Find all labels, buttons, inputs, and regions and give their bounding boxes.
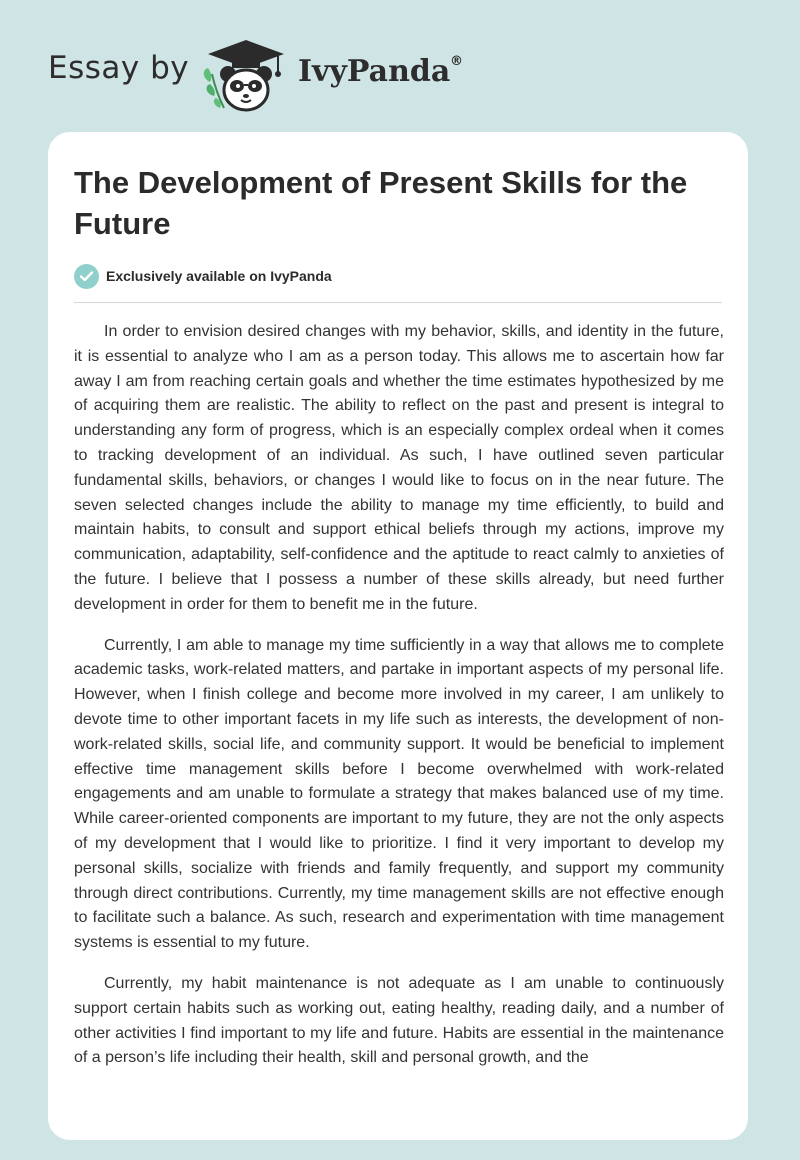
exclusive-badge-label: Exclusively available on IvyPanda <box>106 268 332 284</box>
divider <box>74 302 722 303</box>
checkmark-circle-icon <box>74 264 99 289</box>
ivypanda-logo[interactable] <box>198 34 468 114</box>
essay-card <box>48 132 748 1140</box>
essay-title: The Development of Present Skills for the Future <box>74 165 688 241</box>
paragraph: Currently, I am able to manage my time sufficiently in a way that allows me to complete academic tasks, work-related matters, and partake in important aspects of my personal life. However, when I finish college and become more involved in my career, I am unlikely to devote time to other important facets in my life such as interests, the development of non-work-related skills, social life, and community support. It would be beneficial to implement effective time management skills before I become overwhelmed with work-related engagements and am unable to formulate a strategy that makes balanced use of my time. While career-oriented components are important to my future, they are not the only aspects of my development that I would like to prioritize. I find it very important to develop my personal skills, socialize with friends and family frequently, and support my community through direct contributions. Currently, my time management skills are not effective enough to facilitate such a balance. As such, research and experimentation with time management systems is essential to my future. <box>74 636 724 952</box>
registered-mark: ® <box>450 54 463 69</box>
brand-name: IvyPanda <box>298 54 451 89</box>
site-header <box>48 34 748 114</box>
essay-by-label: Essay by <box>48 50 190 86</box>
exclusive-badge <box>74 262 714 290</box>
paragraph: In order to envision desired changes with my behavior, skills, and identity in the future, it is essential to analyze who I am as a person today. This allows me to ascertain how far away I am from reaching certain goals and whether the time estimates hypothesized by me of acquiring them are realistic. The ability to reflect on the past and present is integral to understanding any form of progress, which is an especially complex ordeal when it comes to tracking development of an individual. As such, I have outlined seven particular fundamental skills, behaviors, or changes I would like to focus on in the near future. The seven selected changes include the ability to manage my time efficiently, to build and maintain habits, to consult and support ethical beliefs through my actions, improve my communication, adaptability, self-confidence and the aptitude to react calmly to anxieties of the future. I believe that I possess a number of these skills already, but need further development in order for them to benefit me in the future. <box>74 323 724 613</box>
paragraph: Currently, my habit maintenance is not adequate as I am unable to continuously support certain habits such as working out, eating healthy, reading daily, and a number of other activities I find important to my life and future. Habits are essential in the maintenance of a person’s life including their health, skill and personal growth, and the <box>74 974 724 1067</box>
panda-graduation-cap-icon <box>198 34 294 114</box>
essay-body <box>74 320 724 1087</box>
